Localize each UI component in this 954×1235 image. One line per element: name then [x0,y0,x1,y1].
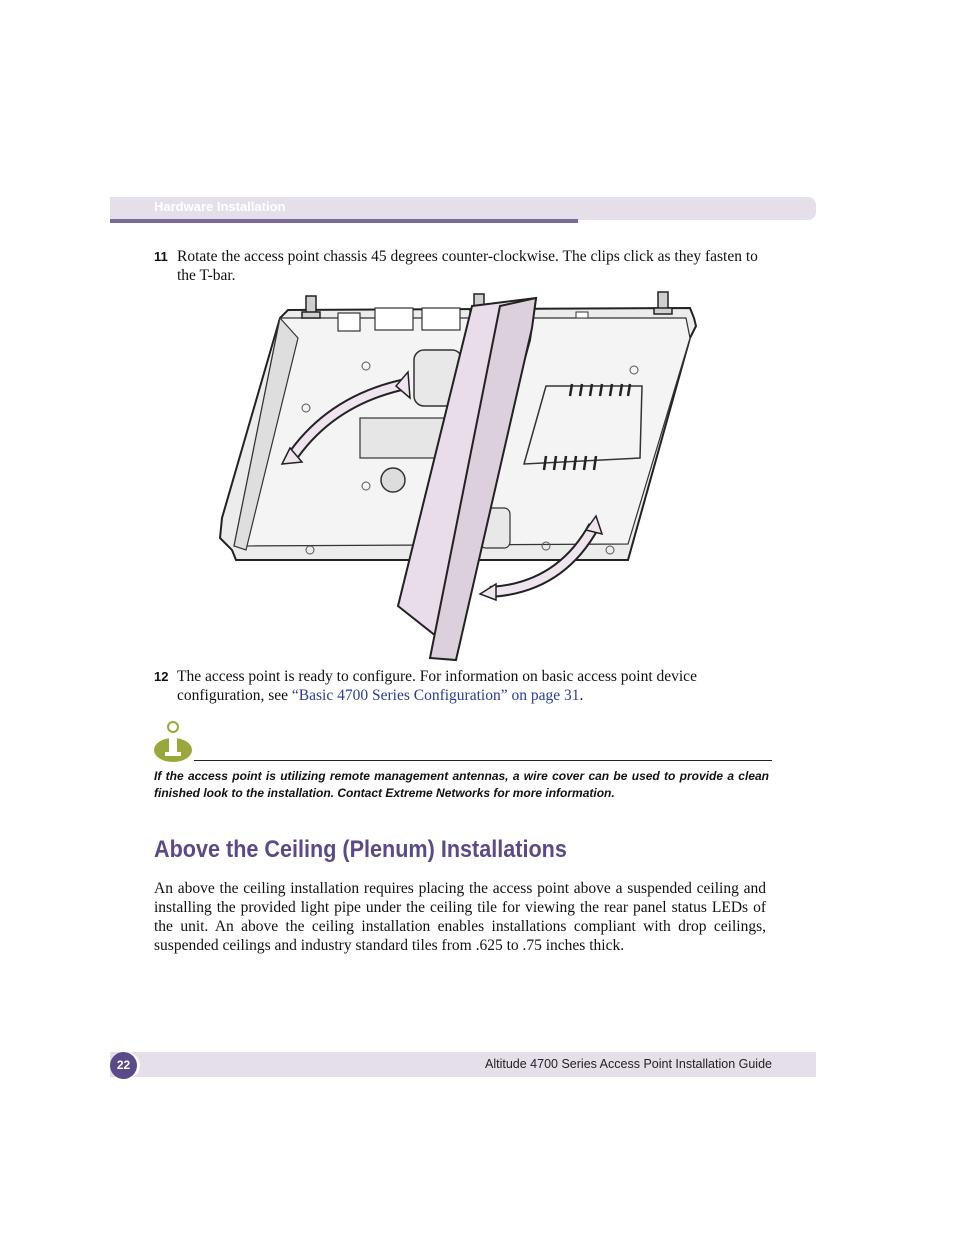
running-header: Hardware Installation [154,199,286,214]
info-note-icon [153,720,193,764]
step-text: Rotate the access point chassis 45 degrees counter-clockwise. The clips click as they fasten to the T-bar. [177,248,758,284]
footer-title: Altitude 4700 Series Access Point Installation Guide [485,1057,772,1071]
section-body: An above the ceiling installation requires placing the access point above a suspended ceiling and installing the provided light pipe under the ceiling tile for viewing the rear panel status LEDs of the unit. An above the ceiling installation enables installations compliant with drop ceilings, suspended ceilings and industry standard tiles from .625 to .75 inches thick. [154,880,766,954]
step-11 [154,247,774,285]
cross-reference-link[interactable]: “Basic 4700 Series Configuration” on page 31 [291,687,580,704]
step-12 [154,667,774,705]
section-heading: Above the Ceiling (Plenum) Installations [154,836,567,863]
step-text-after: . [579,687,584,704]
tbar-mount-illustration [210,288,710,666]
page-number: 22 [110,1052,137,1079]
note-text: If the access point is utilizing remote management antennas, a wire cover can be used to provide a clean finished look to the installation. Contact Extreme Networks for more information. [154,769,769,800]
step-number: 12 [154,669,169,684]
step-text-before: The access point is ready to configure. For information on basic access point device configuration, see [177,668,697,704]
step-text [177,667,774,705]
note-rule [194,760,772,761]
header-underline [110,219,578,223]
step-number: 11 [154,249,168,264]
